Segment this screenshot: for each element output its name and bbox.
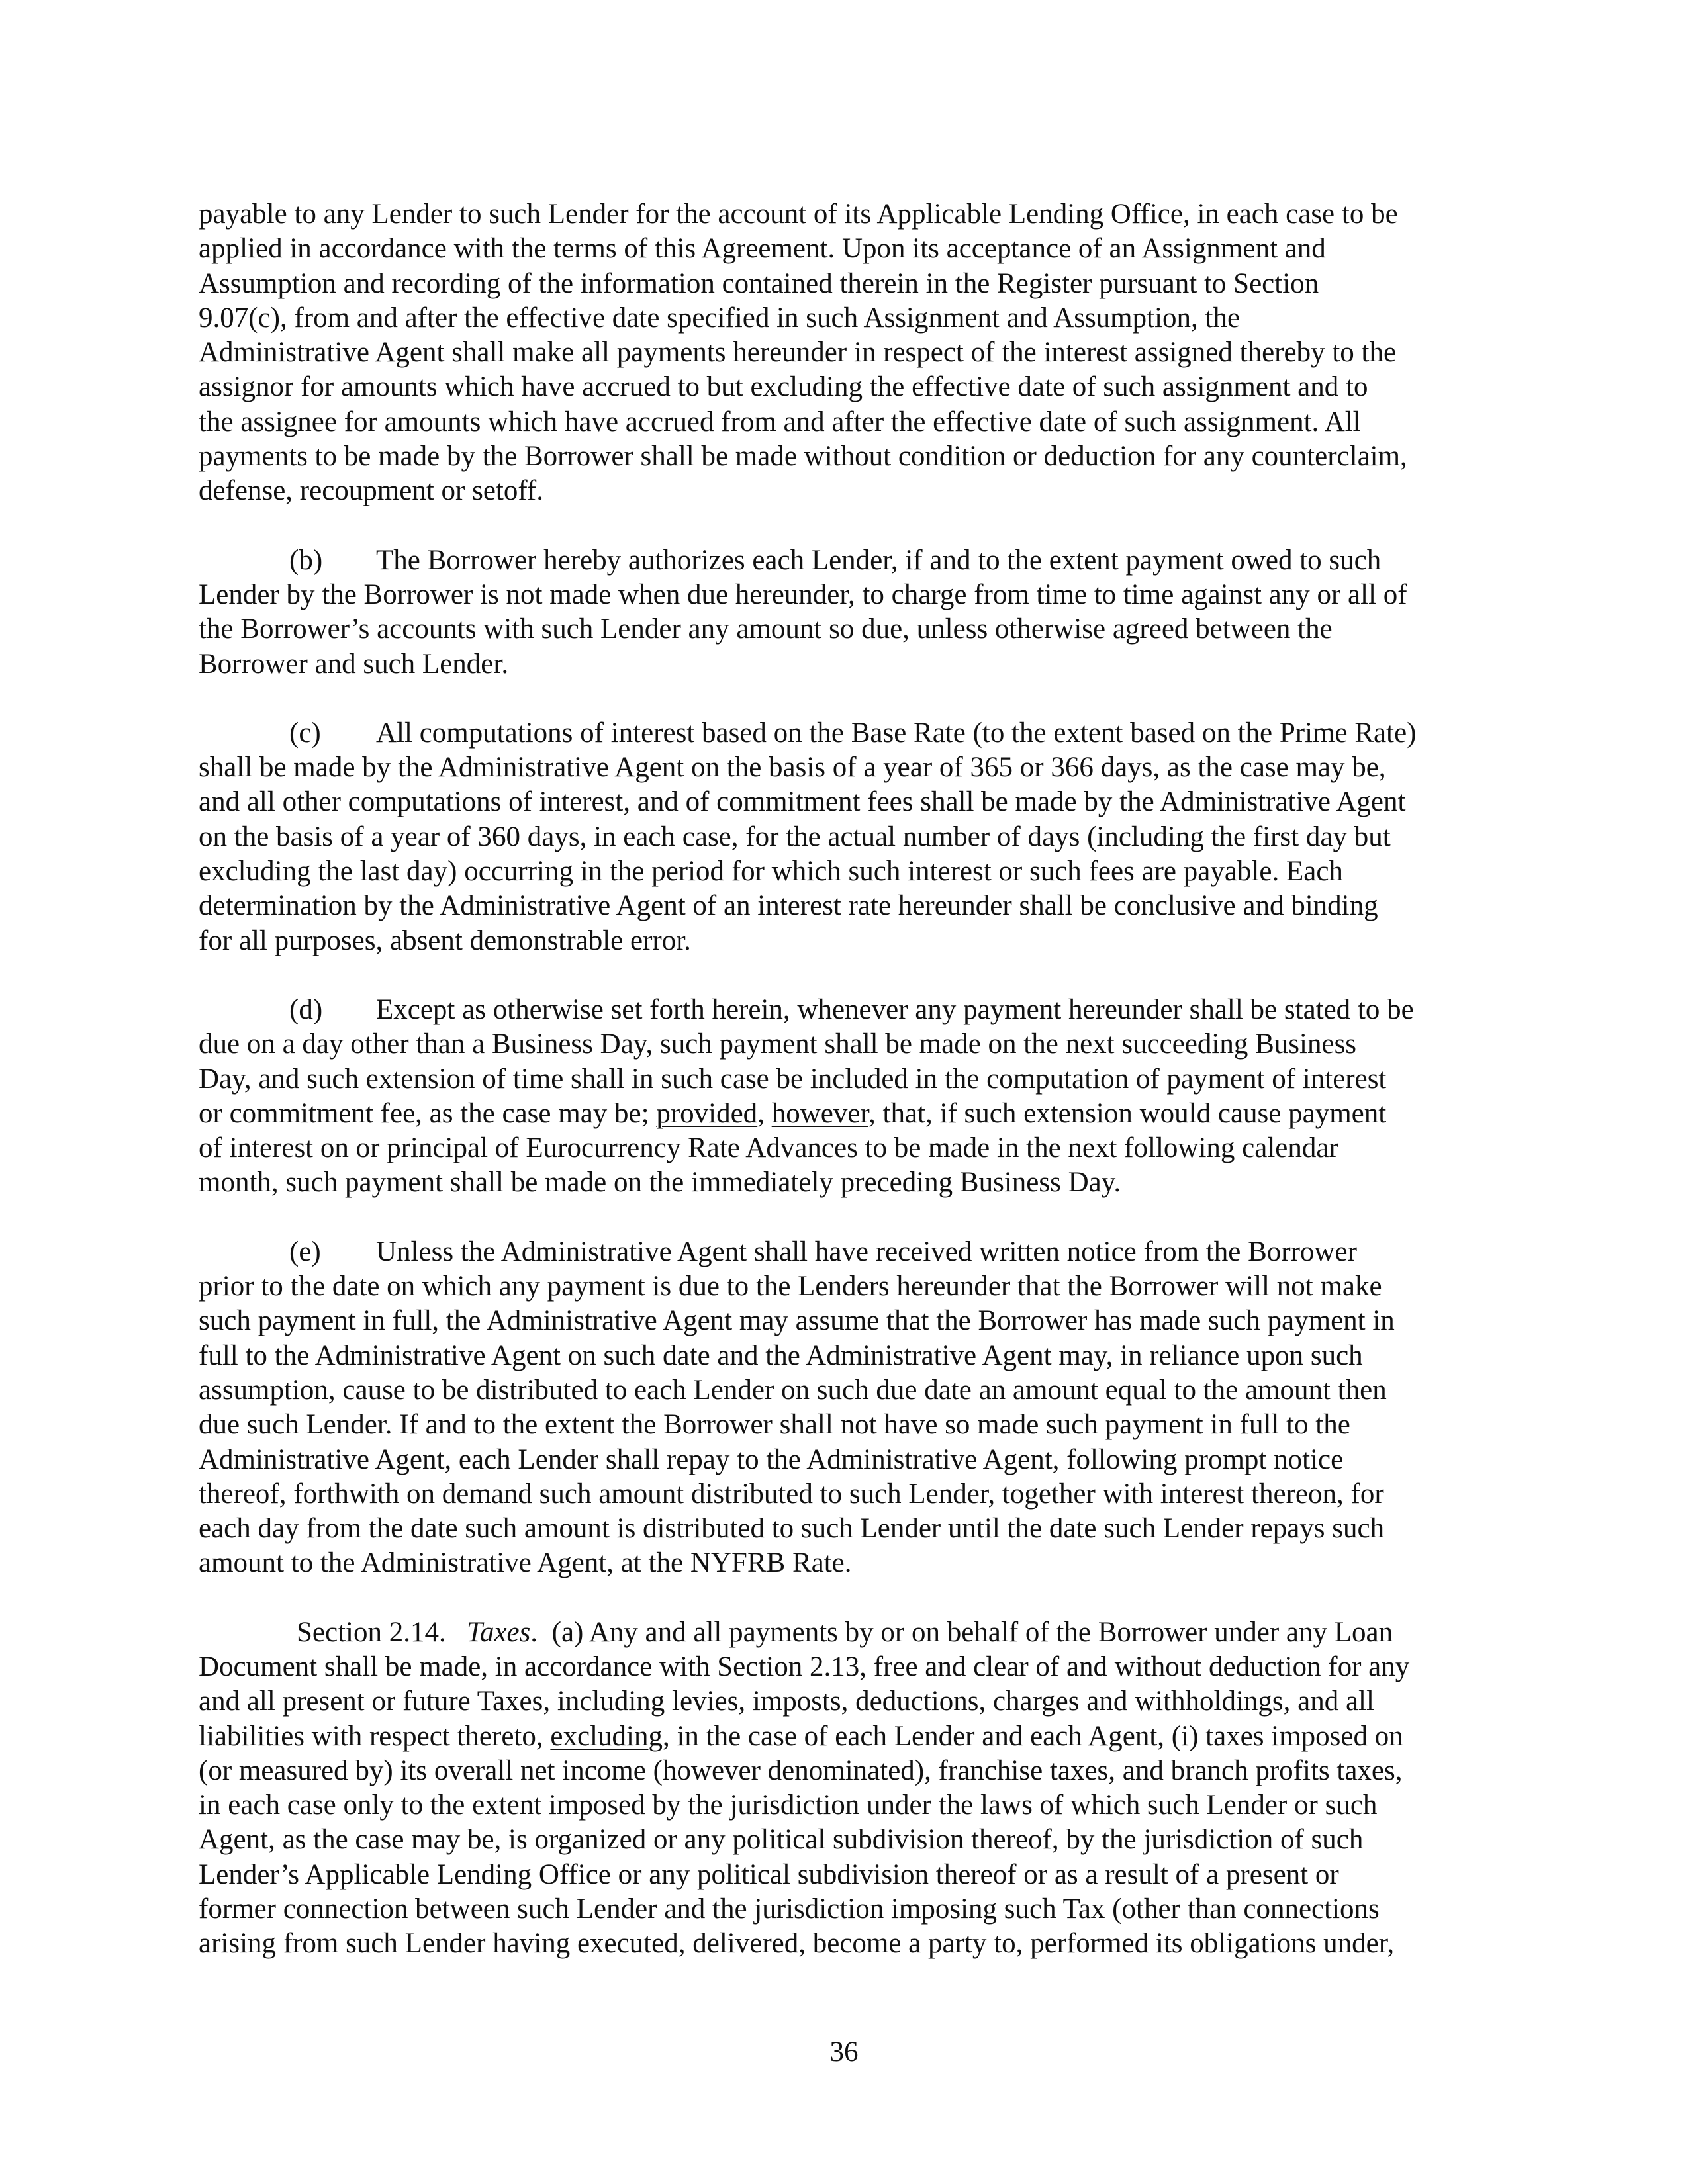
- text-line: (or measured by) its overall net income (however denominated), franchise taxes, and branch profits taxes,: [199, 1754, 1403, 1786]
- text-span: liabilities with respect thereto,: [199, 1720, 551, 1752]
- text-line: Lender by the Borrower is not made when due hereunder, to charge from time to time against any or all of: [199, 578, 1407, 610]
- text-line: Agent, as the case may be, is organized or any political subdivision thereof, by the jurisdiction of such: [199, 1824, 1364, 1856]
- section-heading-line: [199, 1615, 1488, 1650]
- paragraph-b: [199, 543, 1488, 682]
- text-line: full to the Administrative Agent on such date and the Administrative Agent may, in reliance upon such: [199, 1340, 1363, 1371]
- underlined-term-provided: provided: [656, 1097, 758, 1129]
- text-line: Administrative Agent, each Lender shall repay to the Administrative Agent, following prompt notice: [199, 1443, 1344, 1475]
- text-span: Unless the Administrative Agent shall have received written notice from the Borrower: [376, 1236, 1357, 1267]
- text-line: Day, and such extension of time shall in such case be included in the computation of payment of interest: [199, 1063, 1387, 1095]
- text-line: in each case only to the extent imposed by the jurisdiction under the laws of which such Lender or such: [199, 1790, 1378, 1821]
- text-line: for all purposes, absent demonstrable error.: [199, 925, 691, 956]
- paragraph-e: [199, 1235, 1488, 1581]
- section-number: Section 2.14.: [297, 1616, 446, 1648]
- text-span: or commitment fee, as the case may be;: [199, 1097, 657, 1129]
- text-line: due such Lender. If and to the extent the Borrower shall not have so made such payment in full to the: [199, 1409, 1350, 1441]
- paragraph-first-line: [199, 543, 1488, 578]
- text-span: ,: [757, 1097, 772, 1129]
- text-line: determination by the Administrative Agent of an interest rate hereunder shall be conclusive and binding: [199, 890, 1378, 922]
- text-line: payable to any Lender to such Lender for the account of its Applicable Lending Office, in each case to be: [199, 199, 1398, 230]
- paragraph-first-line: [199, 1235, 1488, 1269]
- text-line: former connection between such Lender and the jurisdiction imposing such Tax (other than connections: [199, 1893, 1380, 1925]
- text-line: and all present or future Taxes, including levies, imposts, deductions, charges and withholdings, and all: [199, 1686, 1374, 1717]
- text-span: (a) Any and all payments by or on behalf of the Borrower under any Loan: [538, 1616, 1393, 1648]
- text-span: The Borrower hereby authorizes each Lender, if and to the extent payment owed to such: [376, 544, 1382, 576]
- text-line: [199, 1719, 1488, 1754]
- text-line: on the basis of a year of 360 days, in each case, for the actual number of days (including the first day but: [199, 821, 1391, 852]
- text-span: All computations of interest based on the Base Rate (to the extent based on the Prime Rate): [376, 717, 1417, 749]
- paragraph-label: (e): [289, 1236, 321, 1267]
- paragraph-a-continuation: [199, 197, 1488, 509]
- text-line: the Borrower’s accounts with such Lender any amount so due, unless otherwise agreed between the: [199, 614, 1333, 645]
- text-span: , in the case of each Lender and each Agent, (i) taxes imposed on: [662, 1720, 1403, 1752]
- text-line: the assignee for amounts which have accrued from and after the effective date of such assignment. All: [199, 406, 1361, 437]
- section-2-14: [199, 1615, 1488, 1962]
- page-number: 36: [829, 2036, 859, 2068]
- text-line: [199, 1097, 1488, 1131]
- text-line: shall be made by the Administrative Agent on the basis of a year of 365 or 366 days, as the case may be,: [199, 752, 1386, 784]
- text-line: Administrative Agent shall make all payments hereunder in respect of the interest assigned thereby to the: [199, 337, 1397, 369]
- text-line: of interest on or principal of Eurocurrency Rate Advances to be made in the next following calendar: [199, 1132, 1338, 1164]
- text-line: assignor for amounts which have accrued to but excluding the effective date of such assignment and to: [199, 371, 1368, 403]
- text-line: defense, recoupment or setoff.: [199, 475, 543, 507]
- paragraph-c: [199, 716, 1488, 958]
- text-line: month, such payment shall be made on the immediately preceding Business Day.: [199, 1167, 1121, 1199]
- paragraph-first-line: [199, 716, 1488, 751]
- text-line: 9.07(c), from and after the effective date specified in such Assignment and Assumption, the: [199, 302, 1241, 334]
- paragraph-label: (b): [289, 544, 323, 576]
- text-line: each day from the date such amount is distributed to such Lender until the date such Lender repays such: [199, 1513, 1385, 1545]
- text-line: Document shall be made, in accordance with Section 2.13, free and clear of and without deduction for any: [199, 1651, 1410, 1682]
- text-line: thereof, forthwith on demand such amount distributed to such Lender, together with interest thereon, for: [199, 1478, 1384, 1510]
- text-span: .: [530, 1616, 538, 1648]
- text-line: arising from such Lender having executed, delivered, become a party to, performed its obligations under,: [199, 1928, 1395, 1960]
- paragraph-d: [199, 993, 1488, 1201]
- text-line: assumption, cause to be distributed to each Lender on such due date an amount equal to the amount then: [199, 1374, 1387, 1406]
- text-line: applied in accordance with the terms of this Agreement. Upon its acceptance of an Assignment and: [199, 233, 1326, 265]
- text-line: Lender’s Applicable Lending Office or any political subdivision thereof or as a result of a present or: [199, 1858, 1339, 1890]
- text-line: payments to be made by the Borrower shall be made without condition or deduction for any counterclaim,: [199, 441, 1407, 473]
- text-line: due on a day other than a Business Day, such payment shall be made on the next succeeding Business: [199, 1028, 1357, 1060]
- paragraph-first-line: [199, 993, 1488, 1027]
- section-title: Taxes: [467, 1616, 531, 1648]
- text-line: excluding the last day) occurring in the period for which such interest or such fees are payable. Each: [199, 856, 1343, 887]
- document-body: [199, 197, 1488, 1996]
- text-line: and all other computations of interest, and of commitment fees shall be made by the Administrative Agent: [199, 786, 1406, 818]
- paragraph-label: (d): [289, 993, 323, 1025]
- paragraph-label: (c): [289, 717, 321, 749]
- underlined-term-excluding: excluding: [550, 1720, 663, 1752]
- text-line: Borrower and such Lender.: [199, 648, 509, 680]
- text-line: Assumption and recording of the information contained therein in the Register pursuant to Section: [199, 267, 1319, 299]
- underlined-term-however: however: [771, 1097, 869, 1129]
- text-span: , that, if such extension would cause payment: [868, 1097, 1387, 1129]
- text-line: prior to the date on which any payment is due to the Lenders hereunder that the Borrower will not make: [199, 1271, 1382, 1302]
- text-span: Except as otherwise set forth herein, whenever any payment hereunder shall be stated to be: [376, 993, 1414, 1025]
- text-line: such payment in full, the Administrative Agent may assume that the Borrower has made such payment in: [199, 1305, 1395, 1337]
- text-line: amount to the Administrative Agent, at the NYFRB Rate.: [199, 1547, 852, 1579]
